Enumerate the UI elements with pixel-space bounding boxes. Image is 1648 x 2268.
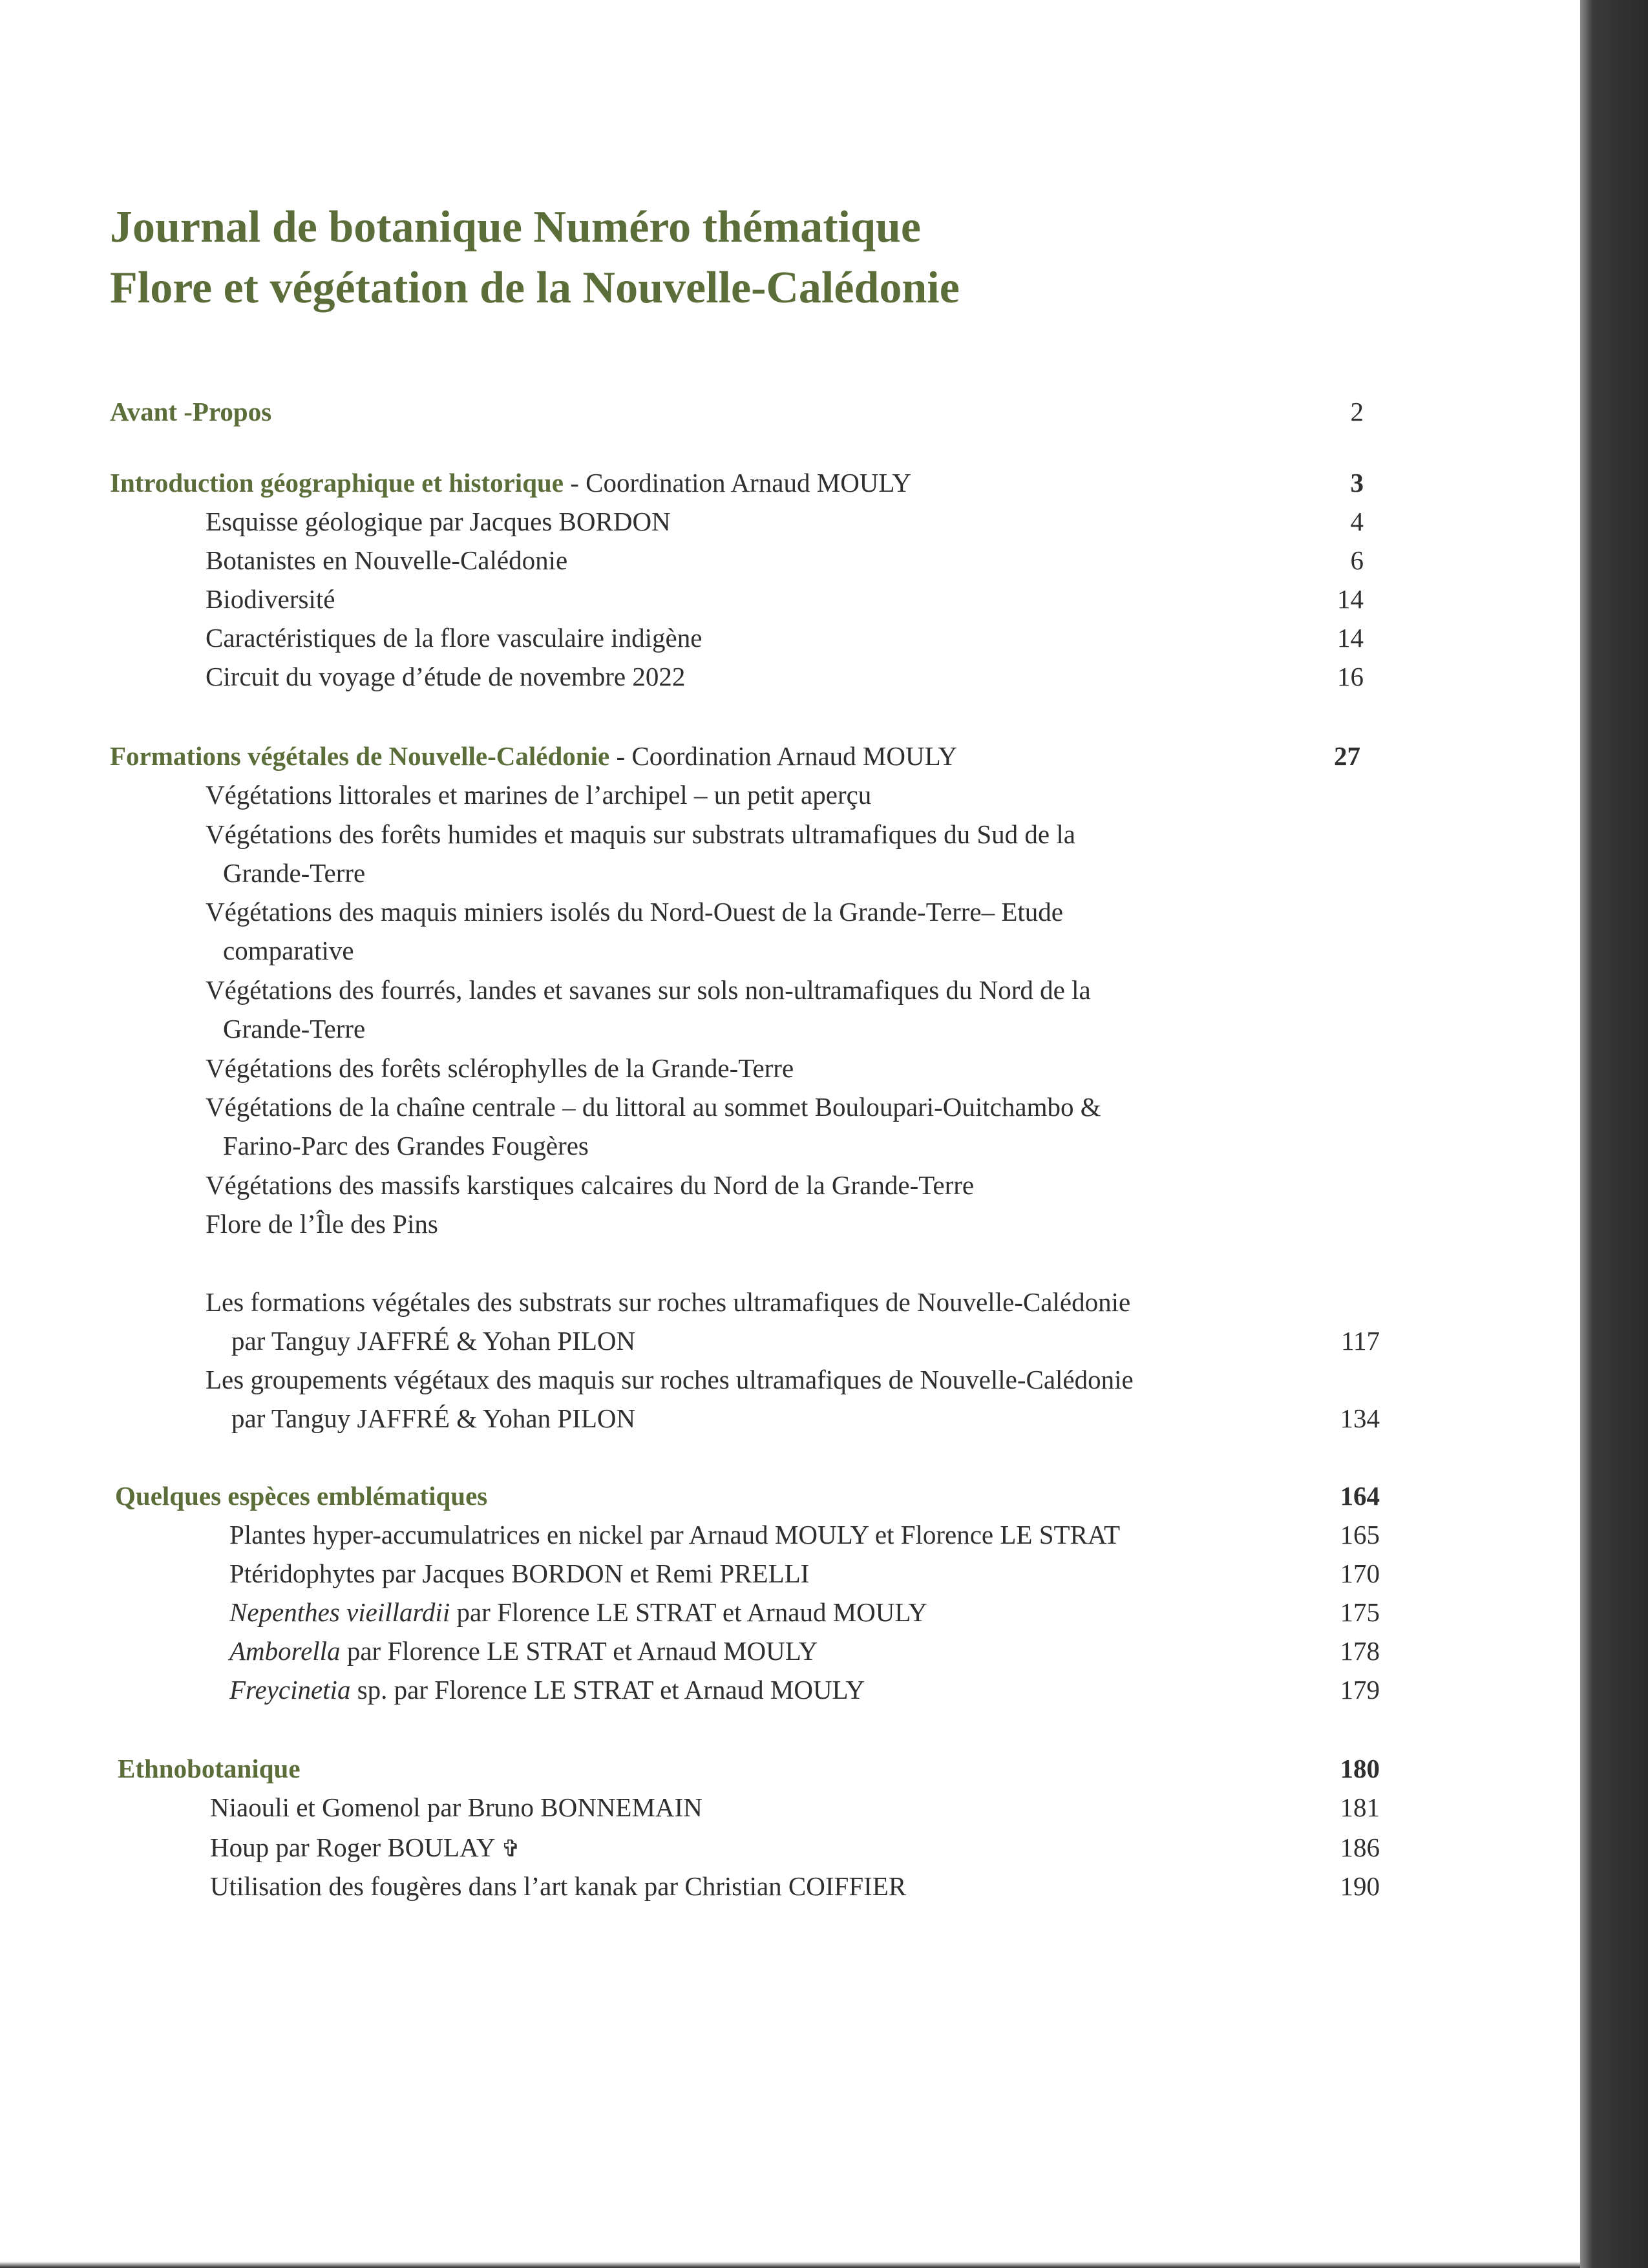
toc-heading-formations xyxy=(110,740,957,772)
page-title xyxy=(110,197,960,319)
toc-item: Plantes hyper-accumulatrices en nickel par Arnaud MOULY et Florence LE STRAT xyxy=(229,1520,1121,1549)
toc-item-page: 14 xyxy=(1337,584,1364,614)
section-coordination: - Coordination Arnaud MOULY xyxy=(564,468,911,498)
toc-page-introduction: 3 xyxy=(1350,468,1364,498)
section-title: Introduction géographique et historique xyxy=(110,468,564,498)
toc-item-page: 190 xyxy=(1340,1871,1380,1901)
toc-item-authors: par Florence LE STRAT et Arnaud MOULY xyxy=(450,1597,927,1627)
toc-line: Végétations des forêts humides et maquis sur substrats ultramafiques du Sud de la xyxy=(206,819,1075,849)
toc-item-page: 170 xyxy=(1340,1559,1380,1588)
toc-heading-ethnobotanique: Ethnobotanique xyxy=(118,1754,301,1783)
toc-heading-introduction xyxy=(110,467,911,499)
toc-item: Utilisation des fougères dans l’art kanak par Christian COIFFIER xyxy=(210,1871,907,1901)
toc-article-authors: par Tanguy JAFFRÉ & Yohan PILON xyxy=(231,1403,636,1433)
section-title: Formations végétales de Nouvelle-Calédonie xyxy=(110,741,610,771)
title-line-1: Journal de botanique Numéro thématique xyxy=(110,202,921,252)
toc-item: Biodiversité xyxy=(206,584,335,614)
toc-line: Végétations de la chaîne centrale – du littoral au sommet Bouloupari-Ouitchambo & xyxy=(206,1092,1101,1122)
toc-page-especes: 164 xyxy=(1340,1481,1380,1511)
toc-article-page: 117 xyxy=(1341,1326,1380,1356)
species-name: Nepenthes vieillardii xyxy=(229,1597,450,1627)
section-coordination: - Coordination Arnaud MOULY xyxy=(609,741,958,771)
toc-line: comparative xyxy=(223,936,354,965)
toc-item-page: 4 xyxy=(1350,507,1364,536)
toc-item: Circuit du voyage d’étude de novembre 2022 xyxy=(206,662,686,691)
toc-item: Niaouli et Gomenol par Bruno BONNEMAIN xyxy=(210,1792,703,1822)
toc-item-page: 179 xyxy=(1340,1675,1380,1705)
toc-item-page: 181 xyxy=(1340,1792,1380,1822)
toc-article-line: Les groupements végétaux des maquis sur roches ultramafiques de Nouvelle-Calédonie xyxy=(206,1365,1134,1394)
toc-article-line: Les formations végétales des substrats sur roches ultramafiques de Nouvelle-Calédonie xyxy=(206,1287,1131,1317)
toc-item: Esquisse géologique par Jacques BORDON xyxy=(206,507,671,536)
toc-item-page: 6 xyxy=(1350,545,1364,575)
toc-article-authors: par Tanguy JAFFRÉ & Yohan PILON xyxy=(231,1326,636,1356)
cross-icon: ✞ xyxy=(501,1836,521,1862)
toc-page-formations: 27 xyxy=(1334,741,1360,771)
toc-item-page: 178 xyxy=(1340,1636,1380,1666)
toc-item-authors: sp. par Florence LE STRAT et Arnaud MOULY xyxy=(350,1675,865,1705)
toc-line: Végétations des fourrés, landes et savanes sur sols non-ultramafiques du Nord de la xyxy=(206,975,1091,1005)
toc-item xyxy=(229,1674,865,1706)
toc-item-page: 186 xyxy=(1340,1832,1380,1862)
toc-article-page: 134 xyxy=(1340,1403,1380,1433)
toc-item-label: Houp par Roger BOULAY xyxy=(210,1832,494,1862)
scan-page-edge xyxy=(1580,0,1648,2268)
toc-item-page: 14 xyxy=(1337,623,1364,653)
toc-line: Végétations des maquis miniers isolés du Nord-Ouest de la Grande-Terre– Etude xyxy=(206,897,1063,927)
toc-item-authors: par Florence LE STRAT et Arnaud MOULY xyxy=(340,1636,818,1666)
toc-item: Botanistes en Nouvelle-Calédonie xyxy=(206,545,568,575)
toc-heading-avant-propos: Avant -Propos xyxy=(110,397,272,426)
toc-line: Farino-Parc des Grandes Fougères xyxy=(223,1131,589,1160)
toc-heading-especes: Quelques espèces emblématiques xyxy=(115,1481,488,1511)
toc-page-avant-propos: 2 xyxy=(1350,397,1364,426)
toc-line: Grande-Terre xyxy=(223,1014,366,1044)
toc-item-page: 165 xyxy=(1340,1520,1380,1549)
toc-page-ethnobotanique: 180 xyxy=(1340,1754,1380,1783)
toc-line: Végétations des forêts sclérophylles de la Grande-Terre xyxy=(206,1053,794,1083)
toc-line: Grande-Terre xyxy=(223,858,366,888)
toc-line: Végétations littorales et marines de l’archipel – un petit aperçu xyxy=(206,780,872,810)
toc-item: Ptéridophytes par Jacques BORDON et Remi PRELLI xyxy=(229,1559,810,1588)
scan-bottom-edge xyxy=(0,2262,1580,2268)
species-name: Freycinetia xyxy=(229,1675,351,1705)
toc-line: Flore de l’Île des Pins xyxy=(206,1209,438,1239)
toc-item xyxy=(229,1635,818,1667)
toc-item-page: 16 xyxy=(1337,662,1364,691)
toc-item: Caractéristiques de la flore vasculaire indigène xyxy=(206,623,703,653)
species-name: Amborella xyxy=(229,1636,341,1666)
title-line-2: Flore et végétation de la Nouvelle-Calédonie xyxy=(110,263,960,313)
toc-item-page: 175 xyxy=(1340,1597,1380,1627)
toc-item xyxy=(229,1596,927,1628)
toc-line: Végétations des massifs karstiques calcaires du Nord de la Grande-Terre xyxy=(206,1170,975,1200)
toc-item xyxy=(210,1831,520,1865)
